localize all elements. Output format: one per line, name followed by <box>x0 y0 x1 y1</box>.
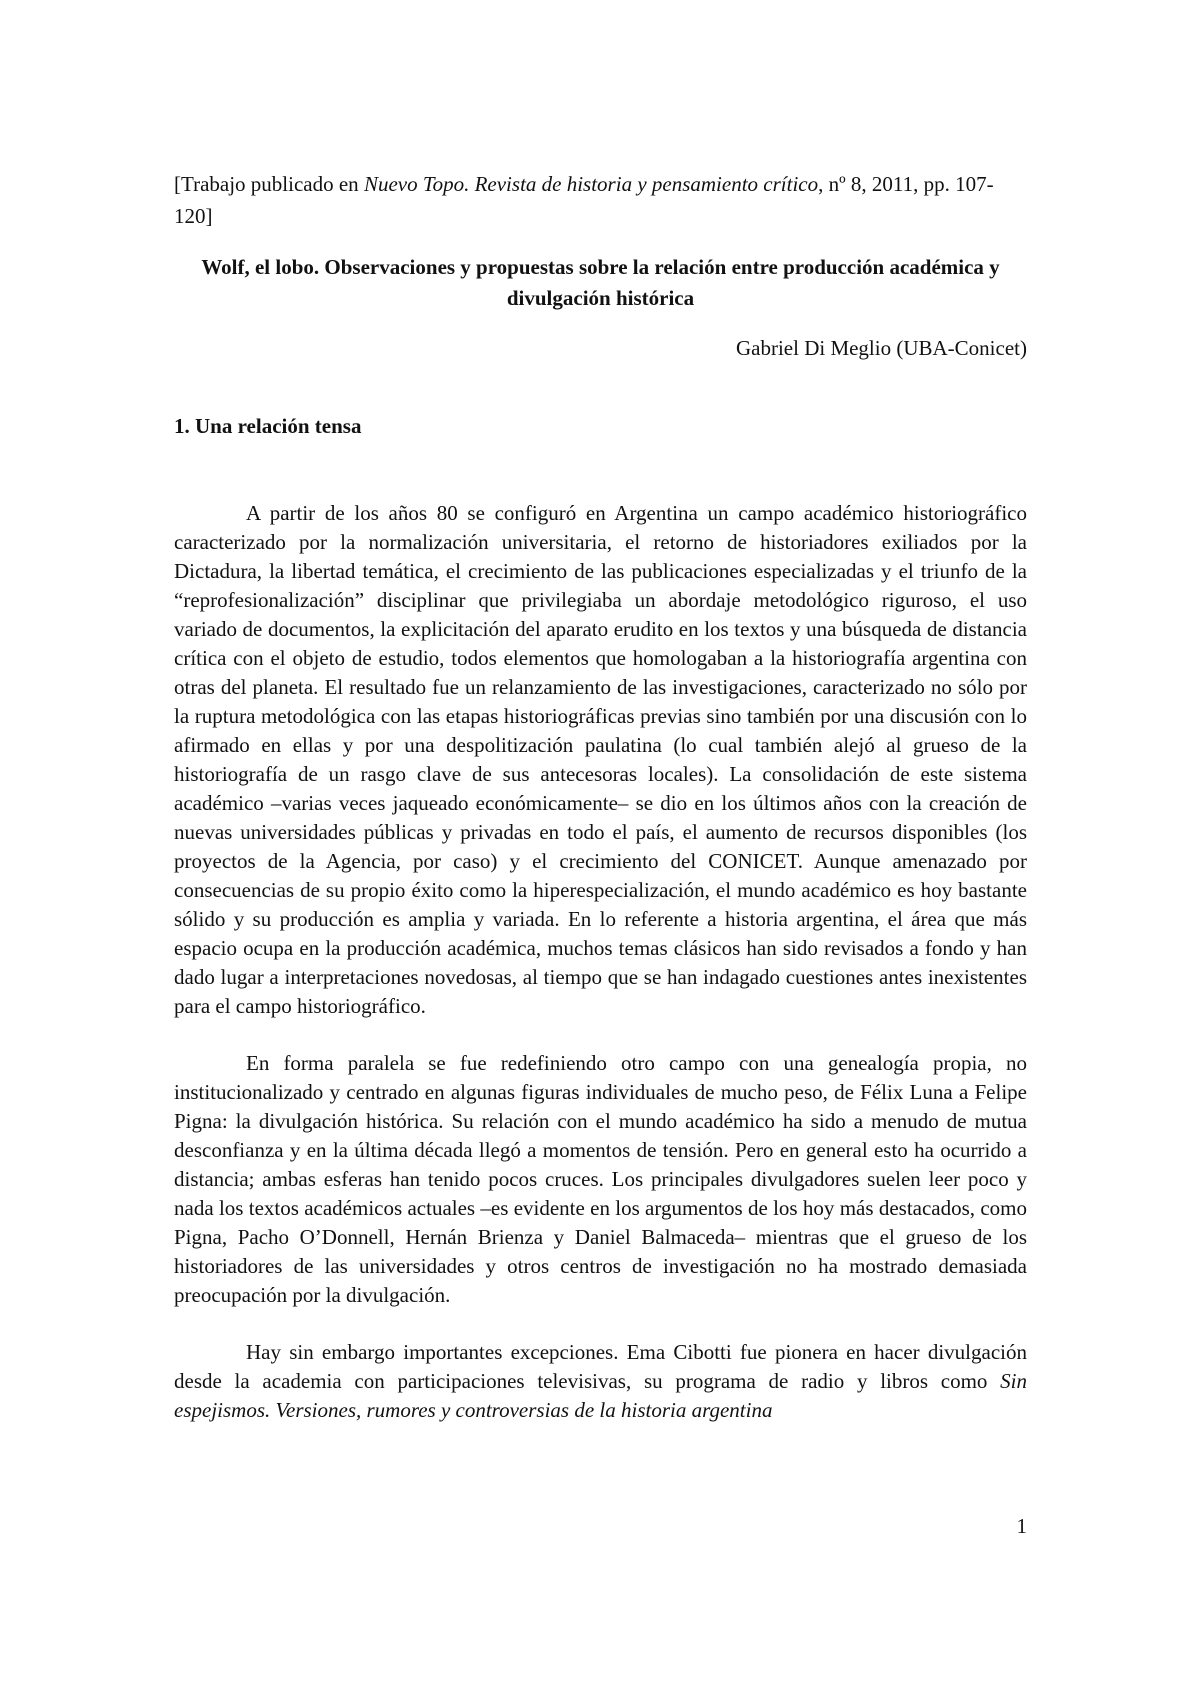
paragraph-3-text: Hay sin embargo importantes excepciones. Ema Cibotti fue pionera en hacer divulgación desde la academia con participaciones televisivas, su programa de radio y libros como <box>174 1340 1027 1393</box>
author-line: Gabriel Di Meglio (UBA-Conicet) <box>735 336 1027 360</box>
publication-citation <box>174 168 1027 232</box>
page-content <box>174 168 1027 1453</box>
section-heading: 1. Una relación tensa <box>174 414 362 438</box>
paragraph-3 <box>174 1338 1027 1425</box>
citation-journal: Nuevo Topo. Revista de historia y pensamiento crítico <box>363 172 819 196</box>
article-title: Wolf, el lobo. Observaciones y propuestas sobre la relación entre producción académica y divulgación histórica <box>201 255 1000 310</box>
citation-suffix: , nº 8, 2011, pp. 107-120] <box>174 172 994 228</box>
book-title: Sin espejismos. Versiones, rumores y controversias de la historia argentina <box>174 1369 1027 1422</box>
paragraph-2: En forma paralela se fue redefiniendo otro campo con una genealogía propia, no institucionalizado y centrado en algunas figuras individuales de mucho peso, de Félix Luna a Felipe Pigna: la divulgación histórica. Su relación con el mundo académico ha sido a menudo de mutua desconfianza y en la última década llegó a momentos de tensión. Pero en general esto ha ocurrido a distancia; ambas esferas han tenido pocos cruces. Los principales divulgadores suelen leer poco y nada los textos académicos actuales –es evidente en los argumentos de los hoy más destacados, como Pigna, Pacho O’Donnell, Hernán Brienza y Daniel Balmaceda– mientras que el grueso de los historiadores de las universidades y otros centros de investigación no ha mostrado demasiada preocupación por la divulgación. <box>174 1051 1027 1307</box>
citation-prefix: [Trabajo publicado en <box>174 172 364 196</box>
paragraph-1: A partir de los años 80 se configuró en Argentina un campo académico historiográfico caracterizado por la normalización universitaria, el retorno de historiadores exiliados por la Dictadura, la libertad temática, el crecimiento de las publicaciones especializadas y el triunfo de la “reprofesionalización” disciplinar que privilegiaba un abordaje metodológico riguroso, el uso variado de documentos, la explicitación del aparato erudito en los textos y una búsqueda de distancia crítica con el objeto de estudio, todos elementos que homologaban a la historiografía argentina con otras del planeta. El resultado fue un relanzamiento de las investigaciones, caracterizado no sólo por la ruptura metodológica con las etapas historiográficas previas sino también por una discusión con lo afirmado en ellas y por una despolitización paulatina (lo cual también alejó al grueso de la historiografía de un rasgo clave de sus antecesoras locales). La consolidación de este sistema académico –varias veces jaqueado económicamente– se dio en los últimos años con la creación de nuevas universidades públicas y privadas en todo el país, el aumento de recursos disponibles (los proyectos de la Agencia, por caso) y el crecimiento del CONICET. Aunque amenazado por consecuencias de su propio éxito como la hiperespecialización, el mundo académico es hoy bastante sólido y su producción es amplia y variada. En lo referente a historia argentina, el área que más espacio ocupa en la producción académica, muchos temas clásicos han sido revisados a fondo y han dado lugar a interpretaciones novedosas, al tiempo que se han indagado cuestiones antes inexistentes para el campo historiográfico. <box>174 501 1027 1018</box>
page-number: 1 <box>1016 1514 1027 1538</box>
